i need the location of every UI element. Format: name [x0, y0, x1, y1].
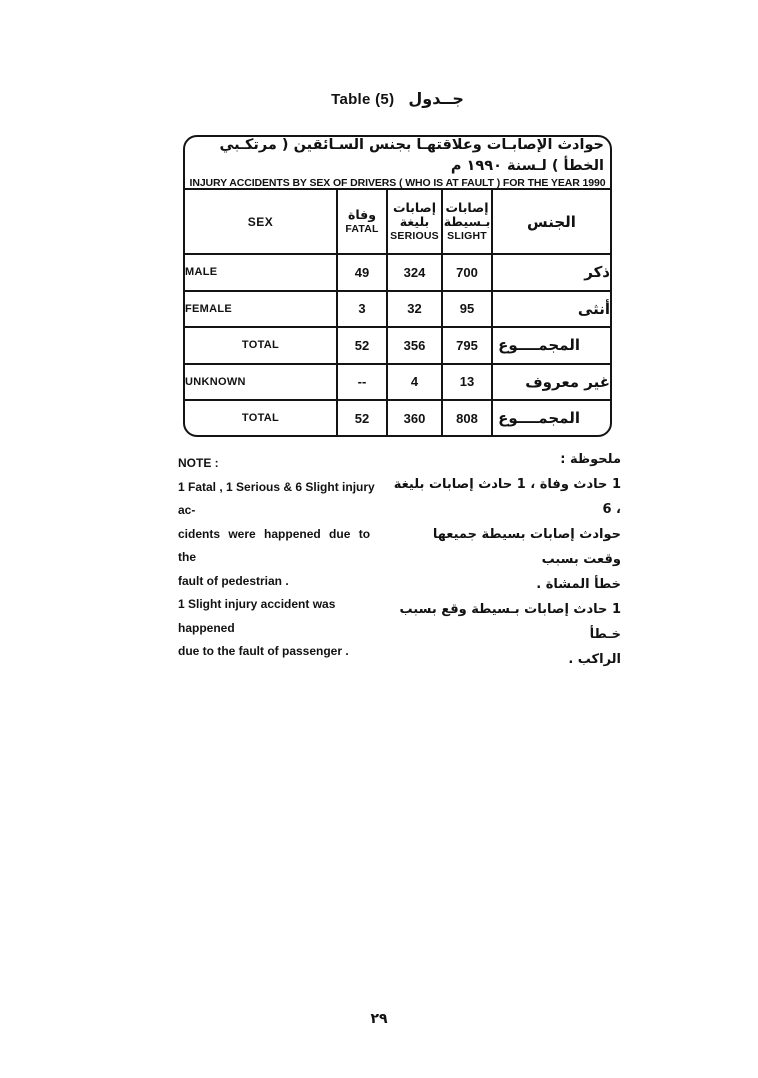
note-line: 1 Slight injury accident was happened — [178, 597, 336, 635]
column-header-fatal-arabic: وفاة — [347, 207, 377, 222]
row-label-ar: أنثى — [492, 291, 610, 328]
column-header-fatal — [337, 190, 387, 254]
table-title-english: INJURY ACCIDENTS BY SEX OF DRIVERS ( WHO IS AT FAULT ) FOR THE YEAR 1990 — [189, 177, 606, 190]
column-header-slight — [442, 190, 492, 254]
column-header-sex-label: SEX — [247, 214, 274, 229]
column-header-fatal-english: FATAL — [345, 223, 379, 235]
page-number: ٢٩ — [370, 1011, 388, 1027]
note-line: 1 Fatal , 1 Serious & 6 Slight injury ac- — [178, 479, 375, 517]
table-row-grand-total — [185, 400, 610, 435]
column-header-gender-arabic — [492, 190, 610, 254]
column-header-serious-english: SERIOUS — [390, 230, 439, 242]
note-english-heading: NOTE : — [178, 456, 219, 470]
column-header-serious-arabic: إصابات بليغة — [392, 200, 436, 229]
row-label-en: MALE — [185, 254, 337, 291]
table-row-female — [185, 291, 610, 328]
note-line: خطأ المشاة . — [536, 577, 621, 592]
data-grid — [185, 190, 610, 435]
fatal-value: 52 — [337, 327, 387, 364]
table-row-male — [185, 254, 610, 291]
row-label-en: TOTAL — [185, 400, 337, 435]
header-row — [185, 190, 610, 254]
serious-value: 324 — [387, 254, 442, 291]
fatal-value: 49 — [337, 254, 387, 291]
note-line: 1 حادث وفاة ، 1 حادث إصابات بليغة ، 6 — [393, 477, 621, 517]
serious-value: 360 — [387, 400, 442, 435]
note-arabic-heading: ملحوظة : — [560, 452, 621, 467]
fatal-value: 52 — [337, 400, 387, 435]
accidents-table — [183, 135, 612, 437]
column-header-serious — [387, 190, 442, 254]
column-header-gender-arabic-label: الجنس — [527, 212, 576, 231]
note-line: حوادث إصابات بسيطة جميعها وقعت بسبب — [432, 527, 621, 567]
row-label-en: FEMALE — [185, 291, 337, 328]
row-label-ar: المجمــــوع — [492, 327, 610, 364]
slight-value: 808 — [442, 400, 492, 435]
slight-value: 700 — [442, 254, 492, 291]
note-line: الراكب . — [568, 652, 621, 667]
table-title-block — [185, 137, 610, 190]
row-label-en: UNKNOWN — [185, 364, 337, 401]
page-heading-english: Table (5) — [331, 91, 395, 108]
slight-value: 95 — [442, 291, 492, 328]
page-heading — [183, 89, 612, 108]
slight-value: 13 — [442, 364, 492, 401]
fatal-value: 3 — [337, 291, 387, 328]
note-line: 1 حادث إصابات بـسيطة وقع بسبب خـطأ — [399, 602, 621, 642]
table-row-subtotal — [185, 327, 610, 364]
row-label-en: TOTAL — [185, 327, 337, 364]
row-label-ar: ذكر — [492, 254, 610, 291]
note-arabic — [393, 447, 621, 672]
note-english — [178, 452, 394, 664]
column-header-slight-arabic: إصابات بـسيطة — [443, 200, 491, 229]
note-line: cidents were happened due to the — [178, 526, 371, 564]
page-heading-arabic: جــدول — [408, 89, 464, 108]
slight-value: 795 — [442, 327, 492, 364]
column-header-sex — [185, 190, 337, 254]
row-label-ar: المجمــــوع — [492, 400, 610, 435]
serious-value: 4 — [387, 364, 442, 401]
table-title-arabic: حوادث الإصابـات وعلاقتهـا بجنس السـائقين ( مرتكـبي الخطأ ) لـسنة ١٩٩٠ م — [219, 136, 604, 174]
note-line: due to the fault of passenger . — [178, 644, 349, 658]
column-header-slight-english: SLIGHT — [447, 230, 487, 242]
serious-value: 356 — [387, 327, 442, 364]
note-line: fault of pedestrian . — [178, 573, 289, 588]
table-row-unknown — [185, 364, 610, 401]
fatal-value: -- — [337, 364, 387, 401]
row-label-ar: غير معروف — [492, 364, 610, 401]
serious-value: 32 — [387, 291, 442, 328]
